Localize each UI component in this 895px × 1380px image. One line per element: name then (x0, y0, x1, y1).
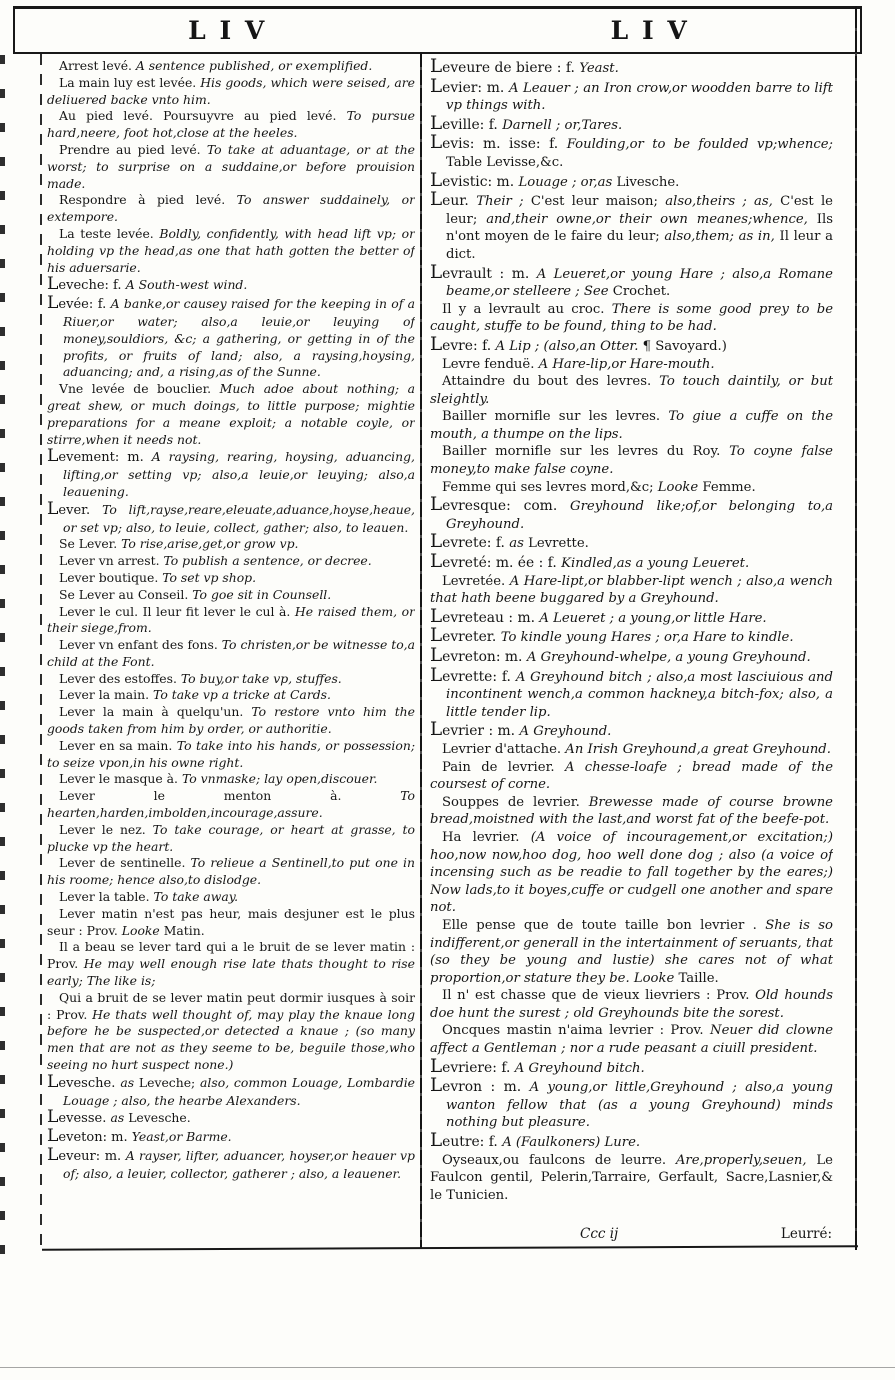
gloss-text: Looke (121, 922, 164, 938)
dictionary-entry (430, 647, 833, 667)
right-column (430, 58, 833, 1244)
dictionary-entry (430, 664, 833, 722)
gloss-text: as (110, 1110, 129, 1126)
gloss-text: He may well enough rise late thats thought to rise early; The like is; (47, 956, 415, 989)
running-header-right (438, 16, 861, 45)
dictionary-entry (430, 1152, 833, 1205)
dictionary-entry (430, 479, 833, 497)
headword-text: Levreteau : m. (430, 605, 540, 627)
headword-text: Levesche. (47, 1071, 121, 1092)
headword-text: Taille. (678, 970, 719, 986)
gloss-text: To pursue hard,neere, foot hot,close at the heeles. (47, 108, 415, 141)
dictionary-entry (47, 822, 415, 856)
gloss-text: There is some good prey to be caught, stuffe to be found, thing to be had. (430, 301, 833, 335)
dictionary-entry (430, 1055, 833, 1078)
headword-text: Livesche. (616, 174, 680, 190)
dictionary-entry (430, 553, 833, 573)
gloss-text: A South-west wind. (125, 277, 248, 293)
scan-binding-edge (0, 55, 5, 1270)
dictionary-entry (47, 1109, 415, 1128)
dictionary-entry (430, 605, 833, 628)
page-title-right: LIV (610, 16, 701, 45)
headword-text: Levrier : m. (430, 719, 520, 741)
headword-text: Leveton: m. (47, 1126, 132, 1147)
headword-text: Lever matin n'est pas heur, mais desjuner est le plus seur : Prov. (47, 905, 415, 938)
headword-text: Il n' est chasse que de vieux lievriers : Prov. (442, 988, 756, 1004)
gloss-text: Darnell ; or,Tares. (502, 117, 623, 133)
headword-text: Leville: f. (430, 112, 503, 134)
headword-text: Levreté: m. ée : f. (430, 551, 562, 573)
page-title-left: LIV (188, 16, 279, 45)
dictionary-entry (430, 794, 833, 829)
headword-text: Au pied levé. Poursuyvre au pied levé. (59, 108, 347, 124)
headword-text: Femme. (702, 479, 756, 495)
gloss-text: also, common Louage, Lombardie Louage ; also, the hearbe Alexanders. (63, 1074, 415, 1108)
left-column (47, 58, 415, 1246)
headword-text: Lever de sentinelle. (59, 855, 191, 871)
dictionary-entry (47, 108, 415, 142)
dictionary-entry (47, 704, 415, 738)
headword-text: Lever la table. (59, 889, 154, 905)
headword-text: Levement: m. (47, 446, 152, 467)
dictionary-entry (47, 889, 415, 906)
dictionary-entry (47, 75, 415, 109)
gloss-text: A Hare-lip,or Hare-mouth. (538, 356, 715, 372)
gloss-text: Brewesse made of course browne bread,moistned with the last,and worst fat of the beefe-pot. (430, 794, 833, 828)
headword-text: La teste levée. (59, 225, 160, 241)
headword-text: Levier: m. (430, 75, 509, 97)
dictionary-entry (430, 112, 833, 135)
gloss-text: To christen,or be witnesse to,a child at the Font. (47, 637, 415, 669)
headword-text: Levre fenduë. (442, 356, 539, 372)
gloss-text: She is so indifferent,or generall in the intertainment of seruants, that (so they be young and lustie) she cares not of what proportion,or stature they be. Looke (430, 917, 833, 986)
gloss-text: To coyne false money,to make false coyne. (430, 444, 833, 478)
dictionary-entry (430, 191, 833, 263)
headword-text: Lever des estoffes. (59, 670, 181, 686)
gloss-text: Boldly, confidently, with head lift vp; or holding vp the head,as one that hath gotten the better of his aduersarie. (47, 225, 415, 275)
gloss-text: Greyhound like;of,or belonging to,a Greyhound. (446, 499, 833, 532)
headword-text: Levreton: m. (430, 645, 527, 666)
dictionary-entry (47, 1128, 415, 1147)
gloss-text: To publish a sentence, or decree. (163, 553, 372, 569)
dictionary-entry (430, 1077, 833, 1132)
gloss-text: To lift,rayse,reare,eleuate,aduance,hoyse,heaue, or set vp; also, to leuie, collect, gather; also, to leauen. (63, 501, 415, 535)
running-header-left (15, 16, 438, 45)
gloss-text: also,them; as in, (664, 229, 780, 245)
gloss-text: A young,or little,Greyhound ; also,a young wanton fellow that (as a young Greyhound) minds nothing but pleasure. (446, 1080, 833, 1131)
dictionary-entry (47, 226, 415, 276)
headword-text: Oyseaux,ou faulcons de leurre. (442, 1152, 676, 1168)
dictionary-entry (430, 496, 833, 533)
headword-text: Lever la main à quelqu'un. (59, 704, 252, 720)
headword-text: Levrette. (528, 536, 589, 552)
dictionary-entry (430, 333, 833, 356)
gloss-text: A (Faulkoners) Lure. (502, 1135, 641, 1151)
headword-text: Ils n'ont moyen de le faire du leur; (446, 211, 833, 245)
headword-text: Levis: m. isse: f. (430, 132, 567, 154)
gloss-text: To answer suddainely, or extempore. (47, 192, 415, 225)
headword-text: Ha levrier. (442, 829, 531, 845)
headword-text: Bailler mornifle sur les levres. (442, 409, 669, 425)
dictionary-entry (47, 637, 415, 671)
headword-text: Arrest levé. (59, 58, 136, 73)
dictionary-entry (430, 443, 833, 478)
dictionary-entry (47, 142, 415, 192)
dictionary-entry (430, 759, 833, 794)
gloss-text: He raised them, or their siege,from. (47, 603, 415, 636)
headword-text: Levesche. (128, 1110, 191, 1126)
dictionary-entry (430, 356, 833, 374)
dictionary-entry (430, 58, 833, 78)
dictionary-entry (47, 671, 415, 688)
headword-text: Respondre à pied levé. (59, 192, 237, 208)
dictionary-entry (430, 169, 833, 192)
gloss-text: also,theirs ; as, (665, 194, 781, 210)
dictionary-entry (47, 906, 415, 940)
gloss-text: Neuer did clowne affect a Gentleman ; nor a rude peasant a ciuill president. (430, 1023, 833, 1057)
gloss-text: A Greyhound. (519, 724, 612, 740)
dictionary-entry (47, 788, 415, 822)
gloss-text: Foulding,or to be foulded vp;whence; (566, 137, 833, 153)
dictionary-entry (430, 301, 833, 336)
dictionary-entry (430, 741, 833, 759)
headword-text: Bailler mornifle sur les levres du Roy. (442, 444, 730, 460)
headword-text: Lever le menton à. (59, 788, 401, 804)
dictionary-entry (430, 261, 833, 301)
headword-text: Levriere: f. (430, 1055, 515, 1077)
left-column-rule (40, 54, 42, 1248)
headword-text: Oncques mastin n'aima levrier : Prov. (442, 1023, 711, 1039)
dictionary-entry (47, 687, 415, 704)
headword-text: Table Levisse,&c. (446, 154, 564, 170)
headword-text: Il y a levrault au croc. (442, 301, 612, 317)
dictionary-entry (47, 498, 415, 537)
dictionary-entry (47, 553, 415, 570)
gloss-text: A Greyhound-whelpe, a young Greyhound. (526, 650, 811, 665)
gloss-text: To giue a cuffe on the mouth, a thumpe on the lips. (430, 409, 833, 442)
headword-text: Lever vn arrest. (59, 553, 164, 569)
headword-text: Levée: f. (47, 293, 111, 314)
headword-text: Levrette: f. (430, 664, 516, 686)
gloss-text: A Greyhound bitch ; also,a most lasciuious and incontinent wench,a common hackney,a bitch-fox; also, a little tender lip. (446, 669, 833, 720)
dictionary-entry (47, 381, 415, 448)
gloss-text: as (509, 536, 529, 552)
headword-text: Leveche: f. (47, 274, 126, 295)
gloss-text: A raysing, rearing, hoysing, aduancing, lifting,or setting vp; also,a leuie,or leuying; also,a leauening. (63, 449, 415, 499)
dictionary-entry (430, 134, 833, 171)
dictionary-entry (47, 295, 415, 381)
gloss-text: A rayser, lifter, aduancer, hoyser,or heauer vp of; also, a leuier, collector, gatherer ; also, a leauener. (63, 1148, 415, 1181)
headword-text: Femme qui ses levres mord,&c; (442, 479, 658, 495)
dictionary-entry (430, 917, 833, 987)
dictionary-entry (430, 987, 833, 1022)
headword-text: Levrete: f. (430, 531, 510, 553)
dictionary-entry (47, 192, 415, 226)
gloss-text: He thats well thought of, may play the knaue long before he be suspected,or detected a knaue ; (so many men that are not as they seeme to be, beguile those,who seeing no hurt suspect none.) (47, 1006, 415, 1073)
dictionary-entry (47, 536, 415, 553)
gloss-text: To buy,or take vp, stuffes. (180, 670, 342, 686)
gloss-text: To take away. (153, 889, 239, 905)
gloss-text: To take into his hands, or possession; to seize vpon,in his owne right. (47, 737, 415, 770)
gloss-text: Much adoe about nothing; a great shew, or much doings, to little purpose; mightie preparations for a meane exploit; a notable coyle, or stirre,when it needs not. (47, 381, 415, 447)
dictionary-entry (430, 829, 833, 917)
gloss-text: as (120, 1074, 139, 1090)
gloss-text: To take vp a tricke at Cards. (153, 687, 331, 703)
headword-text: Lever boutique. (59, 569, 163, 585)
dictionary-entry (430, 1022, 833, 1057)
dictionary-entry (47, 276, 415, 295)
headword-text: Se Lever. (59, 536, 122, 552)
gloss-text: To vnmaske; lay open,discouer. (181, 771, 378, 787)
headword-text: Lever le nez. (59, 821, 153, 837)
gloss-text: Looke (657, 479, 703, 495)
gloss-text: Yeast. (579, 61, 619, 76)
headword-text: Il leur a dict. (446, 229, 833, 262)
dictionary-entry (47, 939, 415, 989)
gloss-text: To take at aduantage, or at the worst; to surprise on a suddaine,or before prouision made. (47, 141, 415, 191)
headword-text: Qui a bruit de se lever matin peut dormir iusques à soir : Prov. (47, 989, 415, 1022)
headword-text: Vne levée de bouclier. (59, 381, 220, 397)
headword-text: Lever le masque à. (59, 771, 182, 787)
gloss-text: To restore vnto him the goods taken from him by order, or authoritie. (47, 704, 415, 737)
headword-text: Levron : m. (430, 1075, 530, 1097)
gloss-text: Their ; (476, 194, 531, 210)
headword-text: Levrier d'attache. (442, 741, 566, 757)
headword-text: Levistic: m. (430, 169, 519, 191)
headword-text: Lever. (47, 498, 103, 519)
dictionary-entry (430, 721, 833, 741)
dictionary-entry (47, 1071, 415, 1110)
headword-text: Levreter. (430, 625, 501, 647)
gloss-text: A Leauer ; an Iron crow,or woodden barre to lift vp things with. (446, 80, 833, 114)
column-divider-rule (420, 52, 422, 1248)
dictionary-entry (430, 1132, 833, 1152)
gloss-text: Kindled,as a young Leueret. (561, 556, 750, 572)
headword-text: Leveur: m. (47, 1145, 126, 1165)
dictionary-entry (47, 990, 415, 1074)
gloss-text: An Irish Greyhound,a great Greyhound. (565, 741, 831, 757)
scan-bottom-edge (0, 1367, 895, 1368)
dictionary-entry (47, 771, 415, 788)
gloss-text: (A voice of incouragement,or excitation;) hoo,now now,hoo dog, hoo well done dog ; also (a voice of incensing such as be readie to fall together by the eares;) Now lads,to it boyes,cuffe or cudgell one another and spare not. (430, 829, 833, 916)
headword-text: Se Lever au Conseil. (59, 586, 193, 602)
gloss-text: To hearten,harden,imbolden,incourage,assure. (47, 788, 415, 821)
headword-text: Elle pense que de toute taille bon levrier . (442, 917, 766, 933)
bottom-rule (42, 1245, 858, 1251)
gloss-text: A Greyhound bitch. (514, 1060, 645, 1076)
headword-text: Levesse. (47, 1107, 111, 1128)
headword-text: Leveche; (138, 1074, 201, 1090)
headword-text: ¶ Savoyard.) (642, 338, 727, 354)
gloss-text: A Leueret,or young Hare ; also,a Romane beame,or stelleere ; See (446, 266, 833, 300)
gloss-text: His goods, which were seised, are deliuered backe vnto him. (47, 74, 415, 107)
gloss-text: A Leueret ; a young,or little Hare. (539, 610, 767, 626)
headword-text: Levre: f. (430, 333, 496, 355)
dictionary-entry (430, 75, 833, 115)
headword-text: Leur. (430, 189, 477, 211)
headword-text: Crochet. (612, 284, 671, 300)
gloss-text: To kindle young Hares ; or,a Hare to kindle. (500, 630, 794, 646)
dictionary-entry (47, 604, 415, 638)
gloss-text: To set vp shop. (162, 569, 257, 585)
gloss-text: A Hare-lipt,or blabber-lipt wench ; also,a wench that hath beene buggared by a Greyhound. (430, 573, 833, 607)
dictionary-entry (430, 373, 833, 408)
headword-text: Lever le cul. Il leur fit lever le cul à. (59, 603, 295, 619)
running-header (13, 6, 862, 54)
headword-text: C'est leur maison; (530, 194, 666, 210)
gloss-text: and,their owne,or their own meanes;whence, (486, 211, 817, 227)
gloss-text: To take courage, or heart at grasse, to plucke vp the heart. (47, 821, 415, 854)
dictionary-entry (430, 533, 833, 553)
gloss-text: A Lip ; (also,an Otter. (495, 338, 643, 354)
headword-text: Lever en sa main. (59, 737, 177, 753)
headword-text: Matin. (163, 922, 205, 938)
gloss-text: Old hounds doe hunt the surest ; old Greyhounds bite the sorest. (430, 988, 833, 1021)
dictionary-entry (430, 573, 833, 608)
dictionary-entry (430, 627, 833, 647)
gloss-text: A banke,or causey raised for the keeping in of a Riuer,or water; also,a leuie,or leuying of money,souldiors, &c; a gathering, or getting in of the profits, or fruits of land; also, a raysing,hoysing, aduancing; and, a rising,as of the Sunne. (63, 296, 415, 380)
gloss-text: Are,properly,seuen, (675, 1152, 817, 1168)
headword-text: Pain de levrier. (442, 759, 565, 775)
headword-text: Prendre au pied levé. (59, 141, 207, 157)
headword-text: Attaindre du bout des levres. (442, 374, 660, 390)
headword-text: Leutre: f. (430, 1130, 503, 1152)
gloss-text: Louage ; or,as (518, 174, 617, 190)
gloss-text: Yeast,or Barme. (131, 1129, 232, 1145)
headword-text: Leveure de biere : f. (430, 58, 580, 77)
gloss-text: To rise,arise,get,or grow vp. (121, 536, 299, 552)
headword-text: Souppes de levrier. (442, 794, 589, 810)
catchword: Leurré: (780, 1226, 832, 1242)
gloss-text: A sentence published, or exemplified. (135, 58, 373, 73)
headword-text: Lever la main. (59, 687, 154, 703)
headword-text: Levrault : m. (430, 261, 537, 283)
headword-text: C'est le leur; (446, 194, 833, 227)
dictionary-entry (47, 1147, 415, 1183)
gathering-signature: Ccc ij (580, 1226, 619, 1242)
dictionary-entry (430, 408, 833, 443)
gloss-text: To goe sit in Counsell. (192, 586, 332, 602)
headword-text: Levretée. (442, 573, 510, 589)
dictionary-entry (47, 570, 415, 587)
footer-line (430, 1224, 840, 1244)
gloss-text: To touch daintily, or but sleightly. (430, 374, 833, 407)
headword-text: Lever vn enfant des fons. (59, 637, 222, 653)
dictionary-entry (47, 738, 415, 772)
headword-text: La main luy est levée. (59, 74, 201, 90)
dictionary-entry (47, 855, 415, 889)
dictionary-entry (47, 448, 415, 500)
headword-text: Le Faulcon gentil, Pelerin,Tarraire, Gerfault, Sacre,Lasnier,& le Tunicien. (430, 1152, 833, 1203)
right-page-rule (855, 6, 857, 1250)
dictionary-entry (47, 587, 415, 604)
dictionary-entry (47, 58, 415, 75)
headword-text: Il a beau se lever tard qui a le bruit de se lever matin : Prov. (47, 939, 415, 972)
gloss-text: To relieue a Sentinell,to put one in his roome; hence also,to dislodge. (47, 855, 415, 888)
gloss-text: A chesse-loafe ; bread made of the coursest of corne. (430, 759, 833, 793)
left-column-entries (47, 58, 415, 1183)
headword-text: Levresque: com. (430, 494, 571, 516)
right-column-entries (430, 58, 833, 1204)
